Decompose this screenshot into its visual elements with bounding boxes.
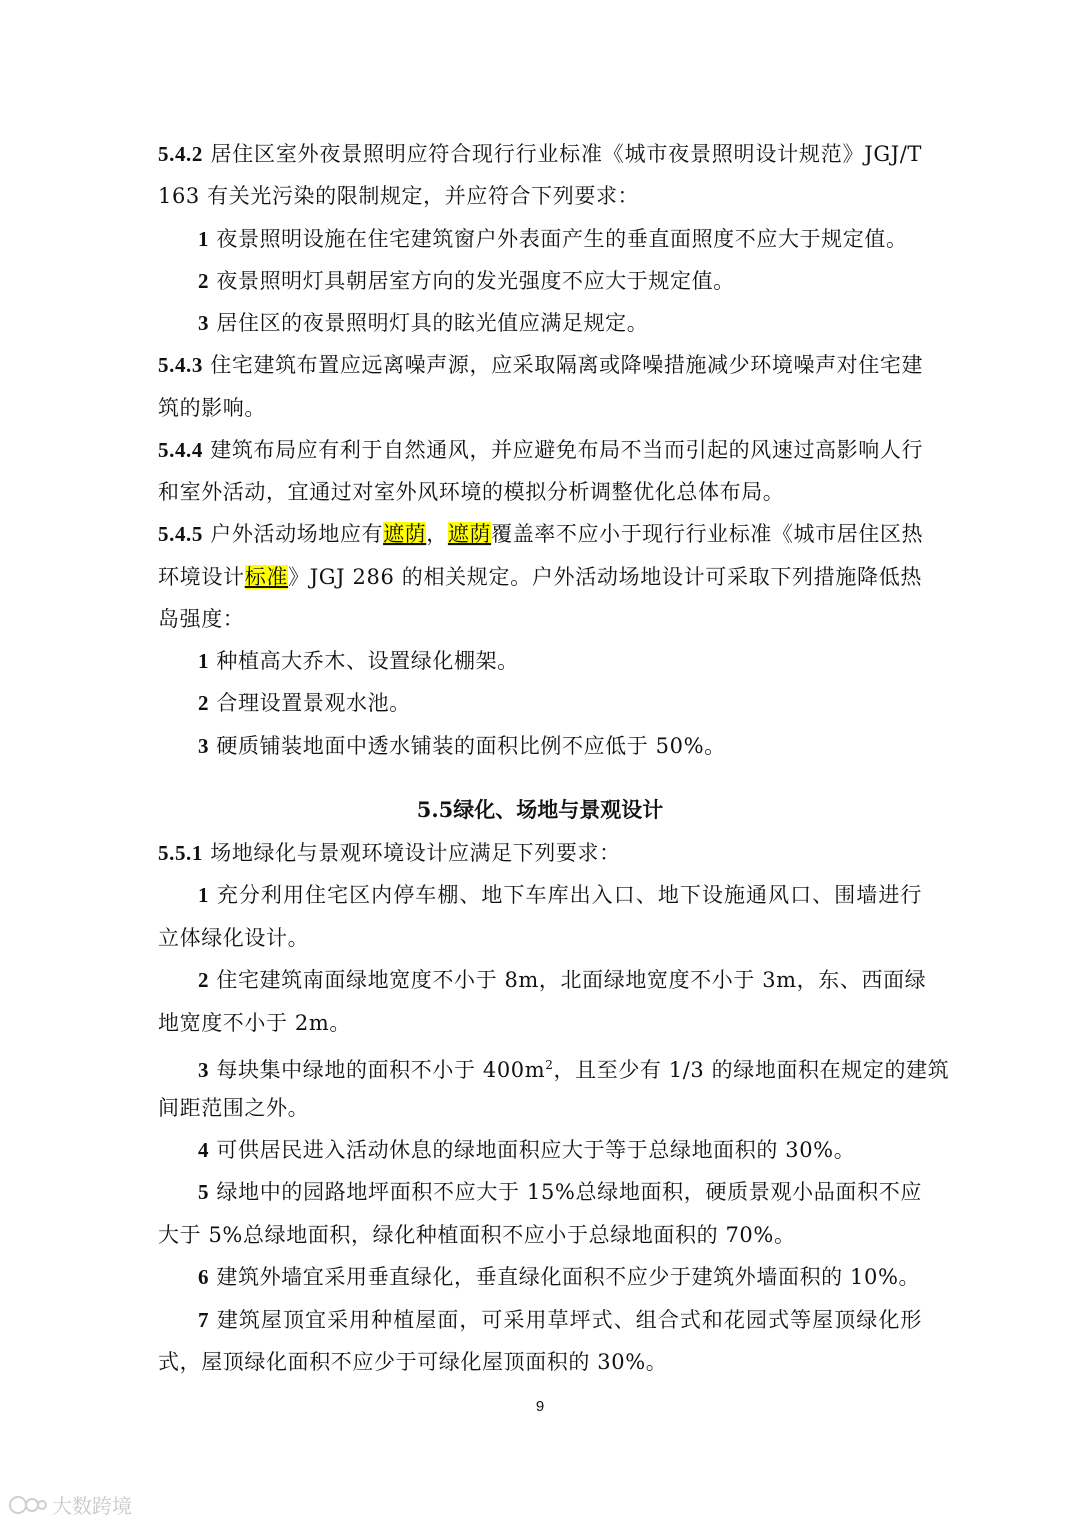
clause-text: 筑的影响。 — [158, 396, 266, 420]
item-number: 1 — [198, 883, 210, 907]
highlighted-text: 标准 — [244, 565, 289, 589]
clause-number: 5.4.2 — [158, 142, 203, 166]
clause-text: 场地绿化与景观环境设计应满足下列要求： — [203, 841, 621, 865]
watermark — [8, 1490, 132, 1519]
item-text: 立体绿化设计。 — [158, 926, 310, 950]
clause-text: 163 有关光污染的限制规定，并应符合下列要求： — [158, 184, 640, 208]
item-3-line-2 — [158, 1093, 922, 1123]
item-3-line-1 — [198, 1050, 950, 1085]
clause-text: 户外活动场地应有 — [203, 522, 384, 546]
clause-text: 和室外活动，宜通过对室外风环境的模拟分析调整优化总体布局。 — [158, 480, 785, 504]
item-text: 地宽度不小于 2m。 — [158, 1011, 351, 1035]
clause-5-4-2-line-2 — [158, 181, 922, 211]
clause-number: 5.4.4 — [158, 438, 203, 462]
item-7-line-1 — [198, 1305, 922, 1335]
item-text: 式，屋顶绿化面积不应少于可绿化屋顶面积的 30%。 — [158, 1350, 668, 1374]
item-6-line — [198, 1262, 962, 1292]
item-3-line — [198, 731, 962, 761]
item-1-line — [198, 224, 962, 254]
clause-text: 》JGJ 286 的相关规定。户外活动场地设计可采取下列措施降低热 — [288, 565, 922, 589]
clause-number: 5.4.3 — [158, 353, 203, 377]
item-text: 合理设置景观水池。 — [209, 691, 411, 715]
item-text: 居住区的夜景照明灯具的眩光值应满足规定。 — [209, 311, 649, 335]
item-number: 2 — [198, 691, 210, 715]
item-text: 住宅建筑南面绿地宽度不小于 8m，北面绿地宽度不小于 3m，东、西面绿 — [209, 968, 927, 992]
item-number: 3 — [198, 311, 210, 335]
item-4-line — [198, 1135, 962, 1165]
item-2-line-2 — [158, 1008, 922, 1038]
item-number: 7 — [198, 1308, 210, 1332]
item-2-line — [198, 266, 962, 296]
clause-text: 环境设计 — [158, 565, 245, 589]
item-text: 夜景照明灯具朝居室方向的发光强度不应大于规定值。 — [209, 269, 735, 293]
section-heading: 5.5绿化、场地与景观设计 — [416, 797, 664, 822]
clause-text: 住宅建筑布置应远离噪声源，应采取隔离或降噪措施减少环境噪声对住宅建 — [203, 353, 924, 377]
page-number: 9 — [535, 1398, 545, 1415]
item-number: 1 — [198, 649, 210, 673]
clause-number: 5.4.5 — [158, 522, 203, 546]
item-1-line — [198, 646, 962, 676]
item-1-line-2 — [158, 923, 922, 953]
clause-text: 居住区室外夜景照明应符合现行行业标准《城市夜景照明设计规范》JGJ/T — [203, 142, 922, 166]
clause-5-4-5-line-1 — [158, 519, 922, 549]
item-text: 建筑外墙宜采用垂直绿化，垂直绿化面积不应少于建筑外墙面积的 10%。 — [209, 1265, 921, 1289]
item-text: ，且至少有 1/3 的绿地面积在规定的建筑 — [553, 1058, 950, 1082]
item-5-line-2 — [158, 1220, 922, 1250]
item-text: 绿地中的园路地坪面积不应大于 15%总绿地面积，硬质景观小品面积不应 — [209, 1180, 922, 1204]
superscript: 2 — [545, 1058, 554, 1072]
item-number: 3 — [198, 734, 210, 758]
item-number: 4 — [198, 1138, 210, 1162]
item-text: 种植高大乔木、设置绿化棚架。 — [209, 649, 519, 673]
clause-5-4-3-line-2 — [158, 393, 922, 423]
clause-5-5-1-line — [158, 838, 922, 868]
clause-5-4-5-line-3 — [158, 604, 922, 634]
watermark-logo-icon — [8, 1493, 48, 1517]
clause-number: 5.5.1 — [158, 841, 203, 865]
clause-5-4-3-line-1 — [158, 350, 922, 380]
clause-5-4-5-line-2 — [158, 562, 922, 592]
item-number: 1 — [198, 227, 210, 251]
item-text: 每块集中绿地的面积不小于 400m — [209, 1058, 546, 1082]
item-text: 建筑屋顶宜采用种植屋面，可采用草坪式、组合式和花园式等屋顶绿化形 — [209, 1308, 922, 1332]
item-3-line — [198, 308, 962, 338]
clause-5-4-4-line-1 — [158, 435, 922, 465]
item-number: 3 — [198, 1058, 210, 1082]
item-number: 2 — [198, 269, 210, 293]
item-number: 2 — [198, 968, 210, 992]
clause-text: 建筑布局应有利于自然通风，并应避免布局不当而引起的风速过高影响人行 — [203, 438, 924, 462]
item-2-line — [198, 688, 962, 718]
item-text: 充分利用住宅区内停车棚、地下车库出入口、地下设施通风口、围墙进行 — [209, 883, 922, 907]
watermark-text: 大数跨境 — [52, 1494, 132, 1518]
highlighted-text: 遮荫 — [447, 522, 492, 546]
clause-5-4-4-line-2 — [158, 477, 922, 507]
clause-text: 覆盖率不应小于现行行业标准《城市居住区热 — [491, 522, 924, 546]
item-text: 大于 5%总绿地面积，绿化种植面积不应小于总绿地面积的 70%。 — [158, 1223, 796, 1247]
item-1-line-1 — [198, 880, 922, 910]
clause-text: ， — [426, 522, 448, 546]
item-text: 间距范围之外。 — [158, 1096, 310, 1120]
item-number: 6 — [198, 1265, 210, 1289]
clause-text: 岛强度： — [158, 607, 245, 631]
item-text: 可供居民进入活动休息的绿地面积应大于等于总绿地面积的 30%。 — [209, 1138, 856, 1162]
item-7-line-2 — [158, 1347, 922, 1377]
item-5-line-1 — [198, 1177, 922, 1207]
item-number: 5 — [198, 1180, 210, 1204]
item-text: 夜景照明设施在住宅建筑窗户外表面产生的垂直面照度不应大于规定值。 — [209, 227, 908, 251]
item-text: 硬质铺装地面中透水铺装的面积比例不应低于 50%。 — [209, 734, 726, 758]
item-2-line-1 — [198, 965, 927, 995]
highlighted-text: 遮荫 — [383, 522, 427, 546]
clause-5-4-2-line-1 — [158, 139, 922, 169]
